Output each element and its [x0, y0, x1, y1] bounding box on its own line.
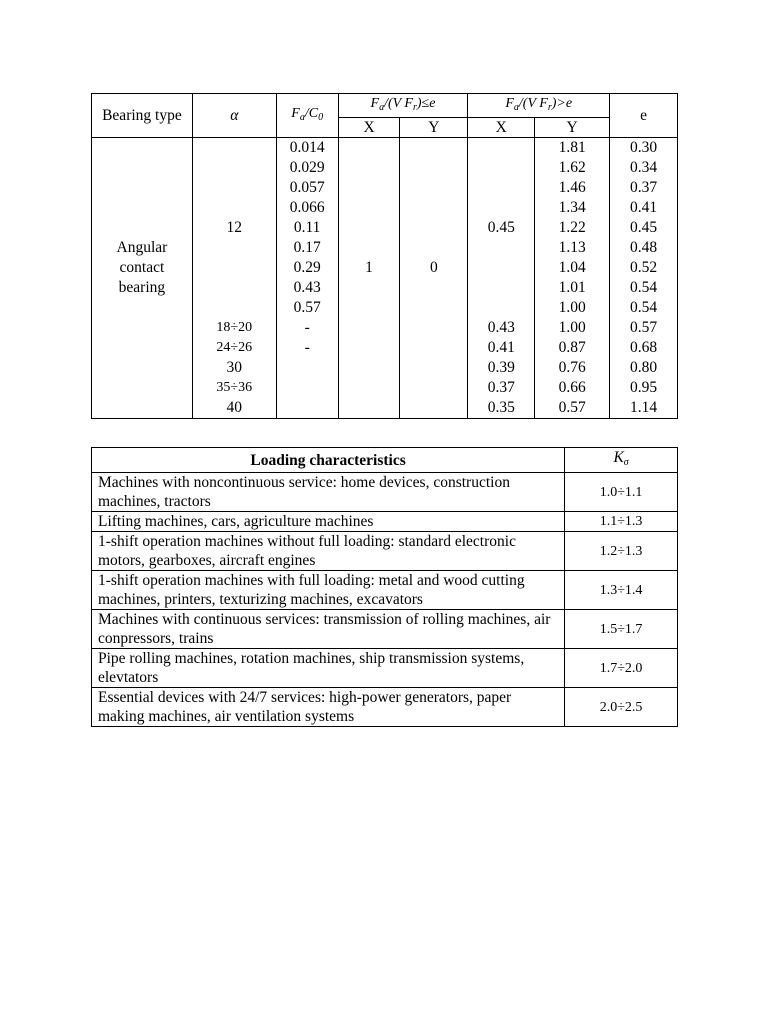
header-loading-characteristics: Loading characteristics — [92, 448, 565, 473]
x-gt-value: 0.45 — [487, 219, 515, 236]
table-row — [92, 512, 678, 532]
fa-c0-value: 0.29 — [293, 259, 321, 276]
loading-characteristics-table — [91, 447, 678, 727]
header-x-le: X — [338, 118, 400, 138]
y-le-value: 0 — [430, 259, 438, 276]
header-condition-gt: $F_a/(V$ $F_r)>e$ — [468, 94, 610, 118]
header-bearing-type: Bearing type — [92, 94, 193, 138]
fa-c0-value: 0.11 — [293, 219, 321, 236]
y-gt-value: 1.01 — [558, 279, 586, 296]
loading-description: 1-shift operation machines without full loading: standard electronic motors, gearboxes, aircraft engines — [92, 532, 565, 571]
e-value: 0.54 — [629, 279, 658, 296]
alpha-value: 12 — [226, 219, 243, 236]
table-row — [92, 473, 678, 512]
fa-c0-value: - — [304, 319, 310, 336]
y-gt-value: 1.62 — [558, 159, 586, 176]
e-value: 0.45 — [629, 219, 658, 236]
bearing-type-line: bearing — [118, 279, 166, 296]
fa-c0-value: 0.57 — [293, 299, 321, 316]
header-fa-c0: $F_a/C_0$ — [276, 94, 338, 138]
e-value: 0.95 — [629, 379, 658, 396]
y-gt-value: 0.76 — [558, 359, 586, 376]
fa-c0-value: 0.066 — [289, 199, 325, 216]
loading-description: Lifting machines, cars, agriculture machines — [92, 512, 565, 532]
table-row — [92, 532, 678, 571]
e-value: 0.68 — [629, 339, 658, 356]
table-row — [92, 571, 678, 610]
alpha-value: 35÷36 — [216, 380, 253, 395]
y-gt-value: 1.46 — [558, 179, 586, 196]
bearing-factors-table — [91, 93, 678, 419]
y-gt-value: 1.22 — [558, 219, 586, 236]
loading-description: 1-shift operation machines with full loading: metal and wood cutting machines, printers, texturizing machines, excavators — [92, 571, 565, 610]
e-value: 0.52 — [629, 259, 658, 276]
header-condition-le: $F_a/(V$ $F_r)\le e$ — [338, 94, 468, 118]
x-le-cell — [338, 138, 400, 419]
y-le-cell — [400, 138, 468, 419]
loading-description: Machines with continuous services: transmission of rolling machines, air conpressors, trains — [92, 610, 565, 649]
e-value: 0.34 — [629, 159, 658, 176]
x-gt-value: 0.35 — [487, 399, 515, 416]
y-gt-value: 1.04 — [558, 259, 586, 276]
x-gt-value: 0.37 — [487, 379, 515, 396]
x-gt-value: 0.39 — [487, 359, 515, 376]
x-gt-value: 0.41 — [487, 339, 515, 356]
e-value: 0.37 — [629, 179, 658, 196]
fa-c0-value: 0.17 — [293, 239, 321, 256]
y-gt-value: 0.66 — [558, 379, 586, 396]
header-y-gt: Y — [535, 118, 610, 138]
fa-c0-value: 0.014 — [289, 139, 325, 156]
k-sigma-value: 1.0÷1.1 — [565, 473, 678, 512]
bearing-type-line: Angular — [116, 239, 168, 256]
bearing-type-line: contact — [119, 259, 165, 276]
k-sigma-value: 1.1÷1.3 — [565, 512, 678, 532]
table-row — [92, 610, 678, 649]
e-value: 0.80 — [629, 359, 658, 376]
e-value: 0.48 — [629, 239, 658, 256]
fa-c0-cell — [276, 138, 338, 419]
e-value: 0.30 — [629, 139, 658, 156]
y-gt-value: 0.57 — [558, 399, 586, 416]
e-value: 1.14 — [629, 399, 658, 416]
header-y-le: Y — [400, 118, 468, 138]
header-x-gt: X — [468, 118, 535, 138]
e-value: 0.54 — [629, 299, 658, 316]
y-gt-value: 1.00 — [558, 319, 586, 336]
table-row — [92, 688, 678, 727]
loading-description: Essential devices with 24/7 services: high-power generators, paper making machines, air ventilation systems — [92, 688, 565, 727]
table-row — [92, 649, 678, 688]
header-e: e — [610, 94, 678, 138]
k-sigma-value: 2.0÷2.5 — [565, 688, 678, 727]
e-value: 0.41 — [629, 199, 658, 216]
alpha-value: 30 — [226, 359, 243, 376]
y-gt-value: 1.13 — [558, 239, 586, 256]
x-gt-value: 0.43 — [487, 319, 515, 336]
x-gt-cell — [468, 138, 535, 419]
alpha-value: 18÷20 — [216, 320, 253, 335]
alpha-value: 40 — [226, 399, 243, 416]
y-gt-value: 1.81 — [558, 139, 586, 156]
header-alpha: α — [192, 94, 276, 138]
fa-c0-value: 0.029 — [289, 159, 325, 176]
k-sigma-value: 1.5÷1.7 — [565, 610, 678, 649]
k-sigma-value: 1.3÷1.4 — [565, 571, 678, 610]
header-k-sigma: $K_\sigma$ — [565, 448, 678, 473]
fa-c0-value: - — [304, 339, 310, 356]
x-le-value: 1 — [365, 259, 373, 276]
bearing-type-cell — [92, 138, 193, 419]
y-gt-value: 1.34 — [558, 199, 586, 216]
alpha-value: 24÷26 — [216, 340, 253, 355]
alpha-cell — [192, 138, 276, 419]
loading-description: Pipe rolling machines, rotation machines, ship transmission systems, elevtators — [92, 649, 565, 688]
k-sigma-value: 1.2÷1.3 — [565, 532, 678, 571]
loading-description: Machines with noncontinuous service: home devices, construction machines, tractors — [92, 473, 565, 512]
y-gt-cell — [535, 138, 610, 419]
y-gt-value: 0.87 — [558, 339, 586, 356]
e-cell — [610, 138, 678, 419]
e-value: 0.57 — [629, 319, 658, 336]
fa-c0-value: 0.057 — [289, 179, 325, 196]
y-gt-value: 1.00 — [558, 299, 586, 316]
fa-c0-value: 0.43 — [293, 279, 321, 296]
k-sigma-value: 1.7÷2.0 — [565, 649, 678, 688]
